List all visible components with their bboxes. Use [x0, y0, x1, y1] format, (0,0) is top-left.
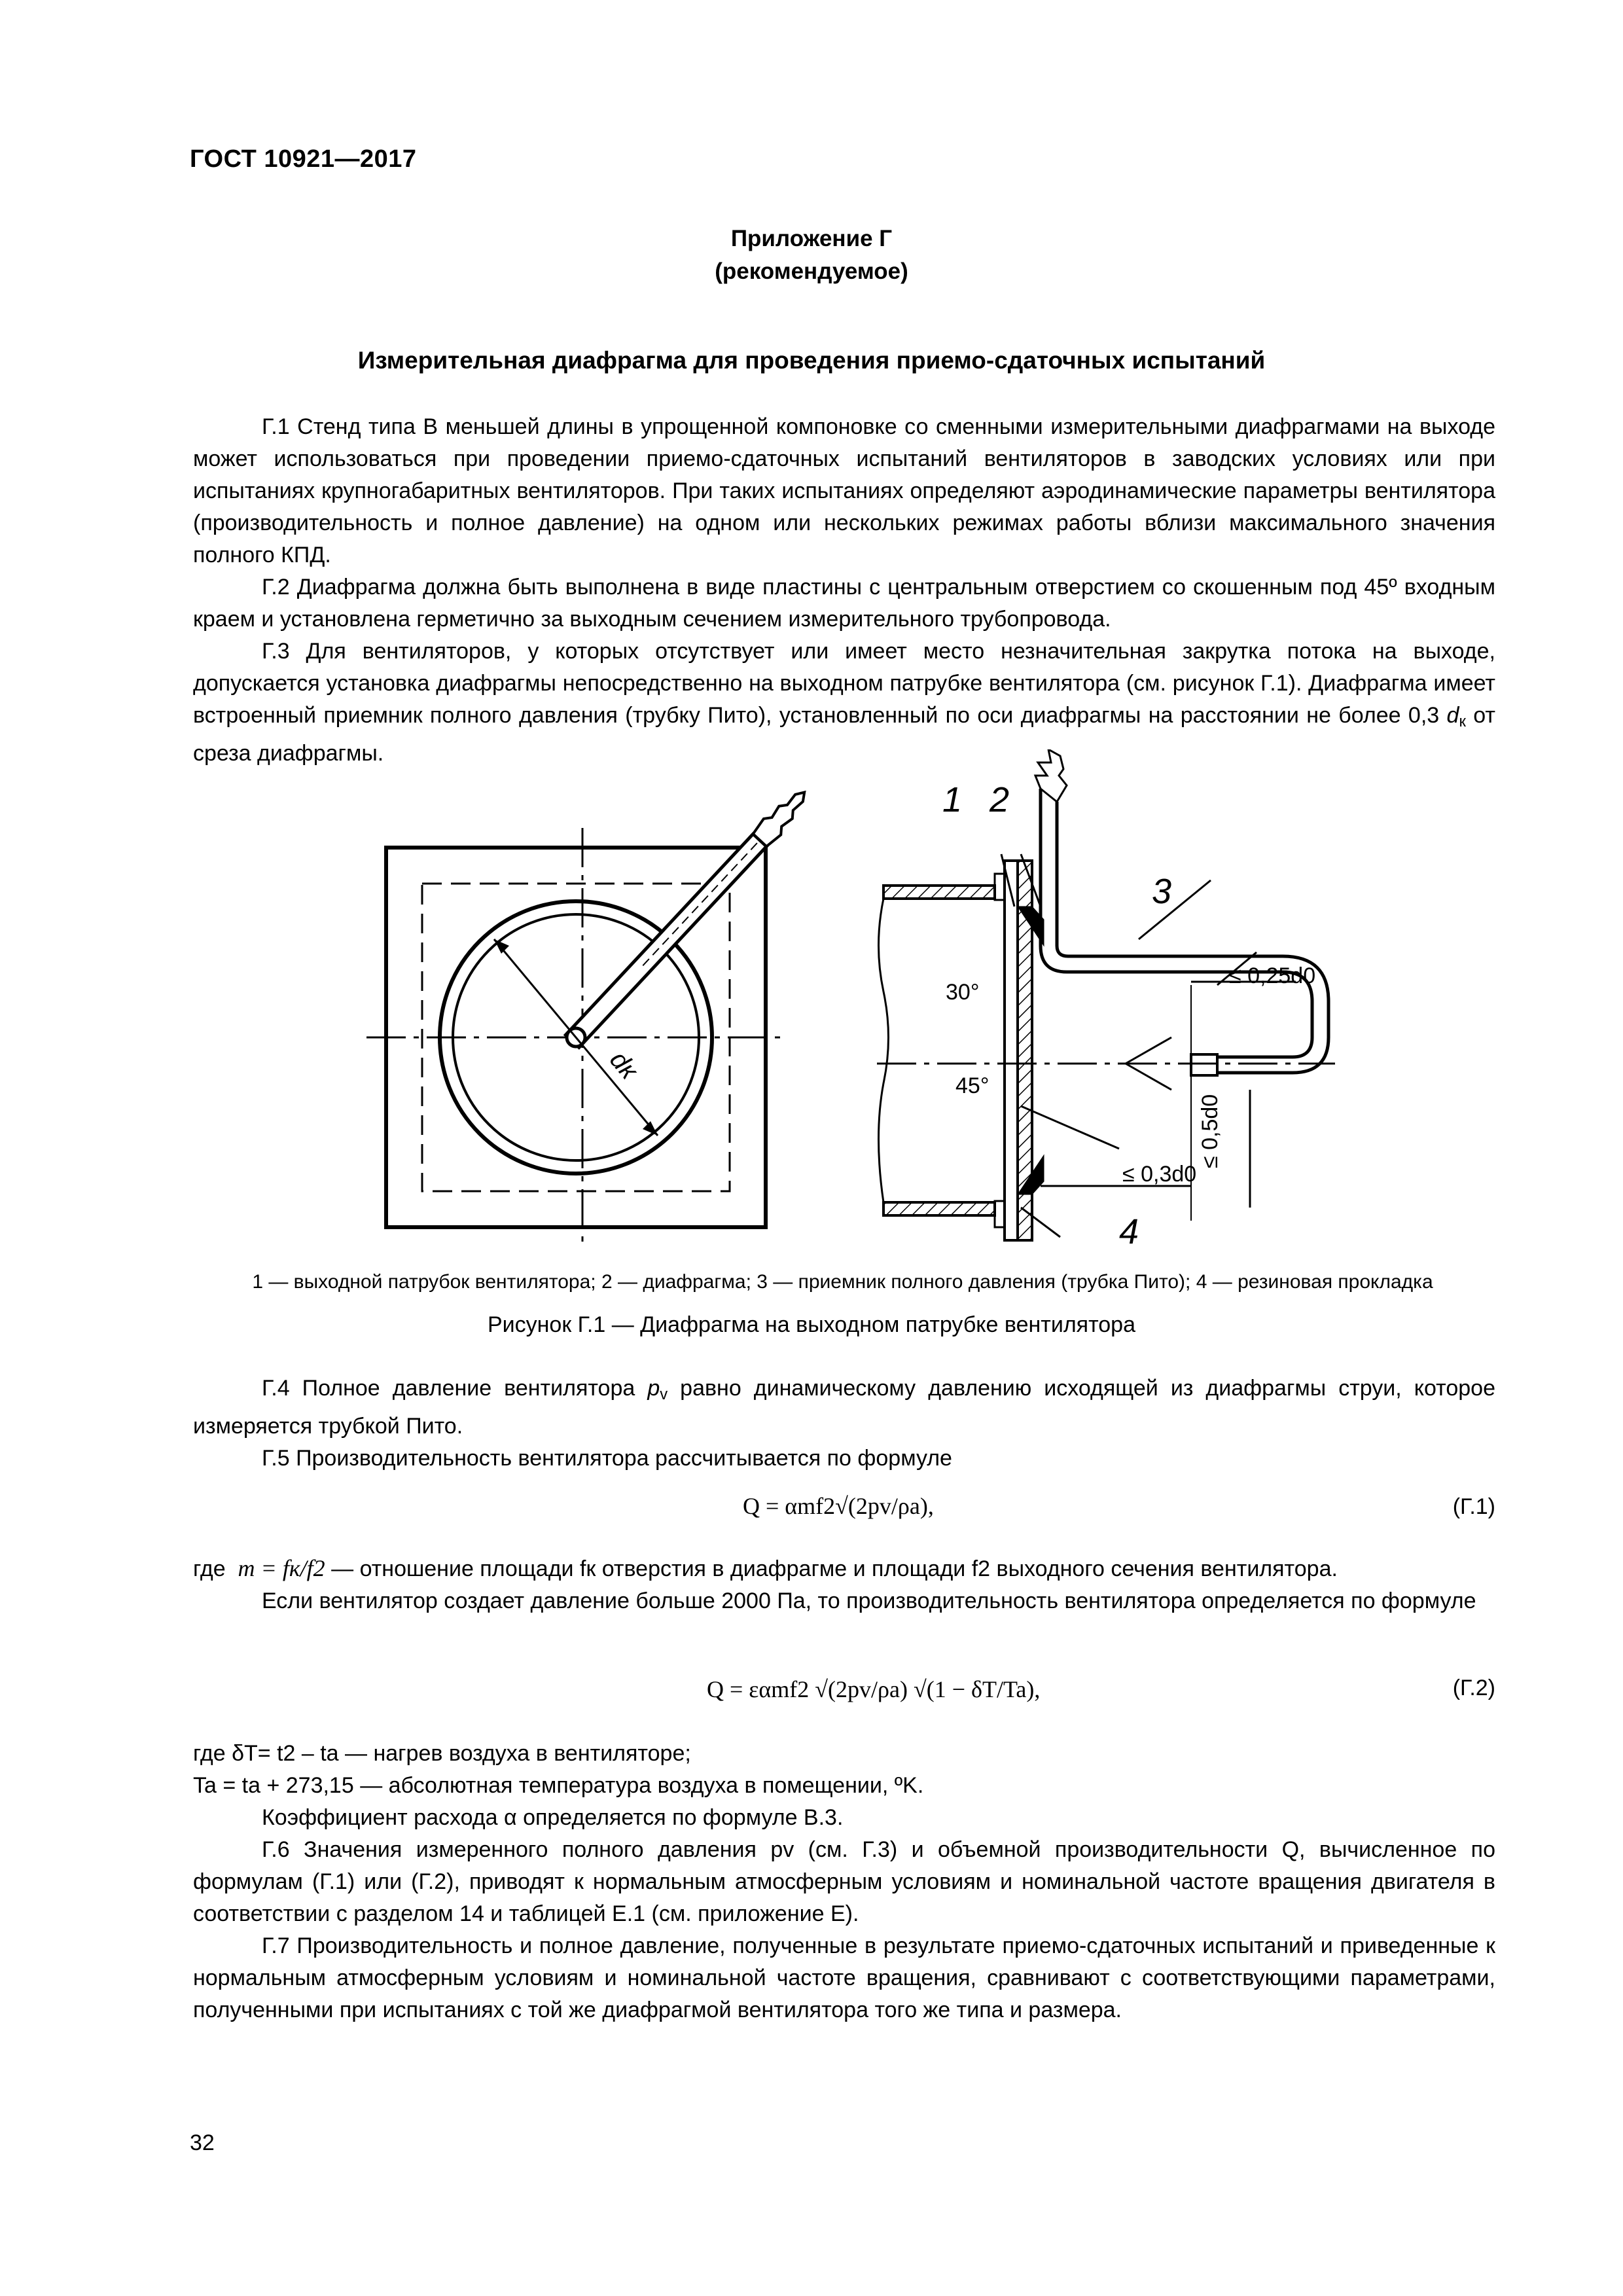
paragraph-g3: Г.3 Для вентиляторов, у которых отсутствует или имеет место незначительная закрутка потока на выходе, допускается установка диафрагмы непосредственно на выходном патрубке вентилятора (см. рисунок Г.1). Диафрагма имеет встроенный приемник полного давления (трубку Пито), установленный по оси диафрагмы на расстоянии не более 0,3 $d_к$ от среза диафрагмы. — [193, 639, 1495, 766]
formula-g2-number: (Г.2) — [1452, 1676, 1495, 1700]
formula-g1-number: (Г.1) — [1452, 1494, 1495, 1519]
dim-03-label: ≤ 0,3d0 — [1122, 1162, 1197, 1187]
formula-g2: Q = εαmf2 √(2pv/ρa) √(1 − δT/Ta), — [707, 1676, 1041, 1702]
paragraph-g4: Г.4 Полное давление вентилятора $p_v$ равно динамическому давлению исходящей из диафрагмы струи, которое измеряется трубкой Пито. — [193, 1376, 1495, 1439]
paragraph-g6: Г.6 Значения измеренного полного давления pv (см. Г.3) и объемной производительности Q, вычисленное по формулам (Г.1) или (Г.2), приводят к нормальным атмосферным условиям и номинальной частоте вращения двигателя в соответствии с разделом 14 и таблицей Е.1 (см. приложение Е). — [193, 1837, 1495, 1926]
annex-title: Измерительная диафрагма для проведения приемо-сдаточных испытаний — [357, 347, 1266, 374]
text-block-4 — [193, 1738, 1495, 2026]
coefficient-note: Коэффициент расхода α определяется по формуле В.3. — [262, 1805, 844, 1830]
paragraph-g1: Г.1 Стенд типа В меньшей длины в упрощенной компоновке со сменными измерительными диафрагмами на выходе может использоваться при проведении приемо-сдаточных испытаний вентиляторов в заводских условиях или при испытаниях крупногабаритных вентиляторов. При таких испытаниях определяют аэродинамические параметры вентилятора (производительность и полное давление) на одном или нескольких режимах работы вблизи максимального значения полного КПД. — [193, 414, 1495, 567]
angle-30-label: 30° — [946, 980, 980, 1005]
label-4: 4 — [1119, 1212, 1139, 1251]
where-ta: Ta = ta + 273,15 — абсолютная температура воздуха в помещении, ºK. — [193, 1773, 924, 1798]
where-delta-t: где δT= t2 – ta — нагрев воздуха в вентиляторе; — [193, 1741, 691, 1766]
front-view — [366, 784, 813, 1247]
dk-label: dк — [604, 1045, 644, 1085]
figure-legend: 1 — выходной патрубок вентилятора; 2 — диафрагма; 3 — приемник полного давления (трубка Пито); 4 — резиновая прокладка — [252, 1271, 1433, 1293]
paragraph-if-high-pressure: Если вентилятор создает давление больше 2000 Па, то производительность вентилятора определяется по формуле — [262, 1588, 1476, 1613]
page-number: 32 — [190, 2130, 215, 2155]
document-header: ГОСТ 10921—2017 — [190, 145, 417, 173]
text-block-2 — [193, 1372, 1495, 1475]
figure-caption: Рисунок Г.1 — Диафрагма на выходном патрубке вентилятора — [487, 1312, 1136, 1337]
label-3: 3 — [1152, 872, 1172, 911]
angle-45-label: 45° — [955, 1073, 990, 1098]
annex-type: (рекомендуемое) — [715, 259, 908, 284]
dim-025-label: ≤ 0,25d0 — [1229, 963, 1316, 988]
dim-05-label: ≤ 0,5d0 — [1198, 1094, 1222, 1168]
text-block-3 — [193, 1552, 1495, 1617]
annex-name: Приложение Г — [730, 226, 893, 251]
formula-g1: Q = αmf2√(2pv/ρa), — [743, 1493, 934, 1519]
paragraph-g7: Г.7 Производительность и полное давление, полученные в результате приемо-сдаточных испытаний и приведенные к нормальным атмосферным условиям и номинальной частоте вращения, сравнивают с соответствующими параметрами, полученными при испытаниях с той же диафрагмой вентилятора того же типа и размера. — [193, 1933, 1495, 2022]
paragraph-g5: Г.5 Производительность вентилятора рассчитывается по формуле — [262, 1445, 952, 1471]
where-m: где m = fк/f2 — отношение площади fк отверстия в диафрагме и площади f2 выходного сечения вентилятора. — [193, 1555, 1338, 1581]
label-2: 2 — [990, 780, 1010, 819]
paragraph-g2: Г.2 Диафрагма должна быть выполнена в виде пластины с центральным отверстием со скошенным под 45º входным краем и установлена герметично за выходным сечением измерительного трубопровода. — [193, 575, 1495, 632]
pitot-tube-front — [561, 784, 813, 1052]
diaphragm-figure — [366, 749, 1387, 1273]
label-1: 1 — [942, 780, 963, 819]
text-block-1 — [193, 411, 1495, 770]
